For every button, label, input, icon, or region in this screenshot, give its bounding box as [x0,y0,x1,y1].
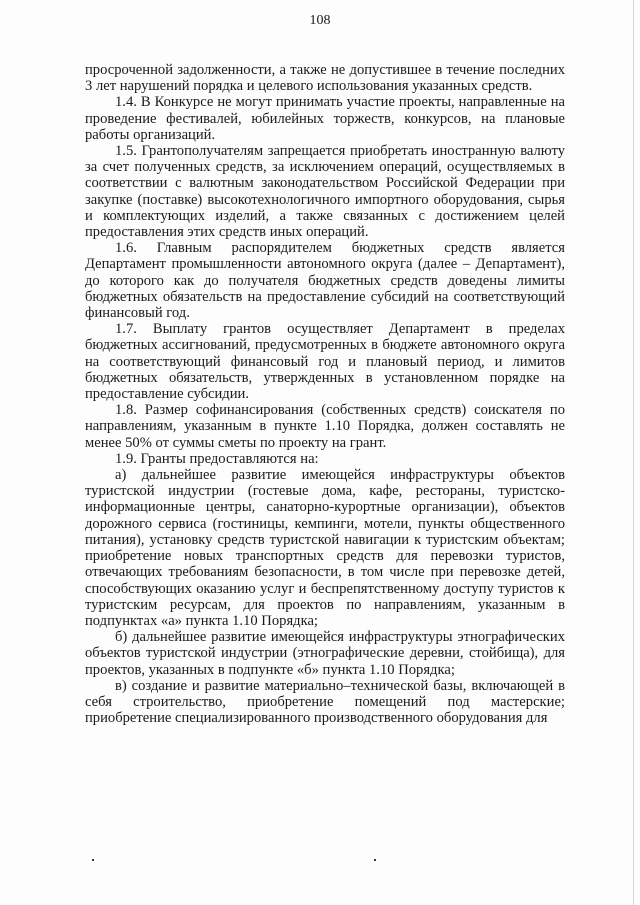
scan-speck [92,859,94,861]
paragraph-1-8: 1.8. Размер софинансирования (собственных средств) соискателя по направлениям, указанным в пункте 1.10 Порядка, должен составлять не менее 50% от суммы сметы по проекту на грант. [85,402,565,451]
paragraph-continuation: просроченной задолженности, а также не допустившее в течение последних 3 лет нарушений порядка и целевого использования указанных средств. [85,62,565,95]
subitem-v: в) создание и развитие материально–технической базы, включающей в себя строительство, приобретение помещений под мастерские; приобретение специализированного производственного оборудования для [85,677,565,727]
paragraph-1-9: 1.9. Гранты предоставляются на: [115,450,319,467]
paragraph-1-6: 1.6. Главным распорядителем бюджетных средств является Департамент промышленности автономного округа (далее – Департамент), до которого как до получателя бюджетных средств доведены лимиты бюджетных обязательств на предоставление субсидий на соответствующий финансовый год. [85,240,565,322]
subitem-b: б) дальнейшее развитие имеющейся инфраструктуры этнографических объектов туристской индустрии (этнографические деревни, стойбища), для проектов, указанных в подпункте «б» пункта 1.10 Порядка; [85,629,565,678]
page-number: 108 [309,13,331,28]
subitem-a: а) дальнейшее развитие имеющейся инфраструктуры объектов туристской индустрии (гостевые дома, кафе, рестораны, туристско-информационные центры, санаторно-курортные организации), объектов дорожного сервиса (гостиницы, кемпинги, мотели, пункты общественного питания), установку средств туристской навигации к туристским объектам; приобретение новых транспортных средств для перевозки туристов, отвечающих требованиям безопасности, в том числе при перевозке детей, способствующих оказанию услуг и беспрепятственному доступу туристов к туристским ресурсам, для проектов по направлениям, указанным в подпунктах «а» пункта 1.10 Порядка; [85,467,565,629]
page-edge [633,0,634,905]
paragraph-1-5: 1.5. Грантополучателям запрещается приобретать иностранную валюту за счет полученных средств, за исключением операций, осуществляемых в соответствии с валютным законодательством Российской Федерации при закупке (поставке) высокотехнологичного импортного оборудования, сырья и комплектующих изделий, а также связанных с достижением целей предоставления этих средств иных операций. [85,143,565,241]
paragraph-1-7: 1.7. Выплату грантов осуществляет Департамент в пределах бюджетных ассигнований, предусмотренных в бюджете автономного округа на соответствующий финансовый год и плановый период, и лимитов бюджетных обязательств, утвержденных в установленном порядке на предоставление субсидии. [85,321,565,403]
paragraph-1-4: 1.4. В Конкурсе не могут принимать участие проекты, направленные на проведение фестивалей, юбилейных торжеств, конкурсов, на плановые работы организаций. [85,94,565,143]
scan-speck [374,859,376,861]
document-body [85,62,565,726]
